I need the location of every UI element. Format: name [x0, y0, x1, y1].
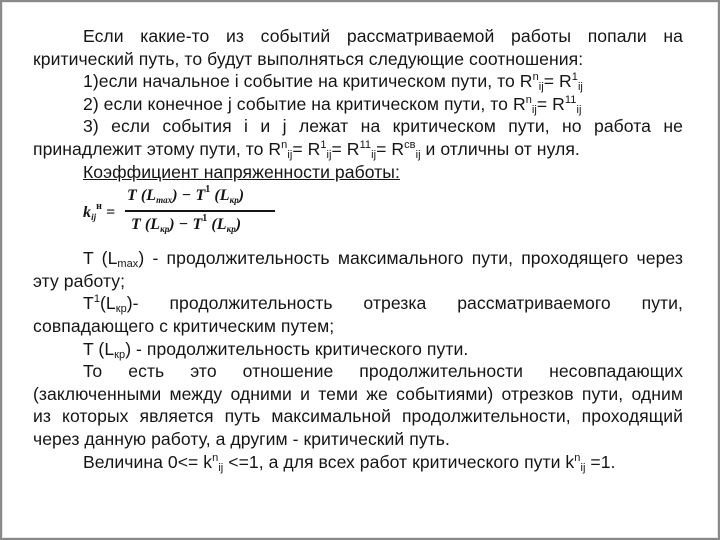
- final-statement: Величина $0<= k^n_{ij} <=1$, а для всех работ критического пути $k^n_{ij} =1$.: [83, 451, 616, 474]
- definition-2-line-2: совпадающего с критическим путем;: [33, 315, 335, 336]
- explanation-line-1: То есть это отношение продолжительности несовпадающих: [83, 361, 683, 382]
- definition-1-line-1: T $(L_{max})$ - продолжительность максимального пути, проходящего через: [83, 248, 683, 271]
- condition-item-2: 2) если конечное j событие на критическом пути, то $R^n_{ij}= R^{11}_{ij}$: [83, 93, 582, 116]
- condition-item-3-line-1: 3) если события i и j лежат на критическом пути, но работа не: [83, 116, 683, 137]
- intro-line-2: критический путь, то будут выполняться следующие соотношения:: [33, 48, 584, 69]
- condition-item-1: 1)если начальное i событие на критическом пути, то $R^n_{ij}= R^1_{ij}$: [83, 71, 583, 94]
- explanation-line-4: через данную работу, а другим - критический путь.: [33, 428, 450, 449]
- definition-3: T $(L_{кр})$ - продолжительность критического пути.: [83, 338, 469, 361]
- formula-numerator: T $(L_{max}) - T^1$ $(L_{кр})$: [127, 184, 245, 206]
- fraction-bar: [125, 210, 275, 212]
- definition-2-line-1: $T^1(L_{кр})-$ продолжительность отрезка рассматриваемого пути,: [83, 293, 683, 316]
- tension-coefficient-formula: [83, 186, 683, 242]
- condition-item-3-line-2: принадлежит этому пути, то $R^n_{ij}= R^1_{ij}= R^{11}_{ij}= R^{св}_{ij}$ и отличны от нуля.: [33, 138, 580, 161]
- intro-line-1: Если какие-то из событий рассматриваемой работы попали на: [83, 26, 683, 46]
- formula-lhs: $k_{ij}^н$ =: [83, 201, 116, 223]
- slide-content: [33, 26, 683, 474]
- formula-denominator: T $(L_{кр}) - T^1$ $(L_{кр})$: [131, 213, 242, 235]
- section-heading: Коэффициент напряженности работы:: [83, 161, 400, 182]
- definition-1-line-2: эту работу;: [33, 270, 126, 291]
- explanation-line-2: (заключенными между одними и теми же событиями) отрезков пути, одним: [33, 383, 683, 404]
- explanation-line-3: из которых является путь максимальной продолжительности, проходящий: [33, 406, 683, 427]
